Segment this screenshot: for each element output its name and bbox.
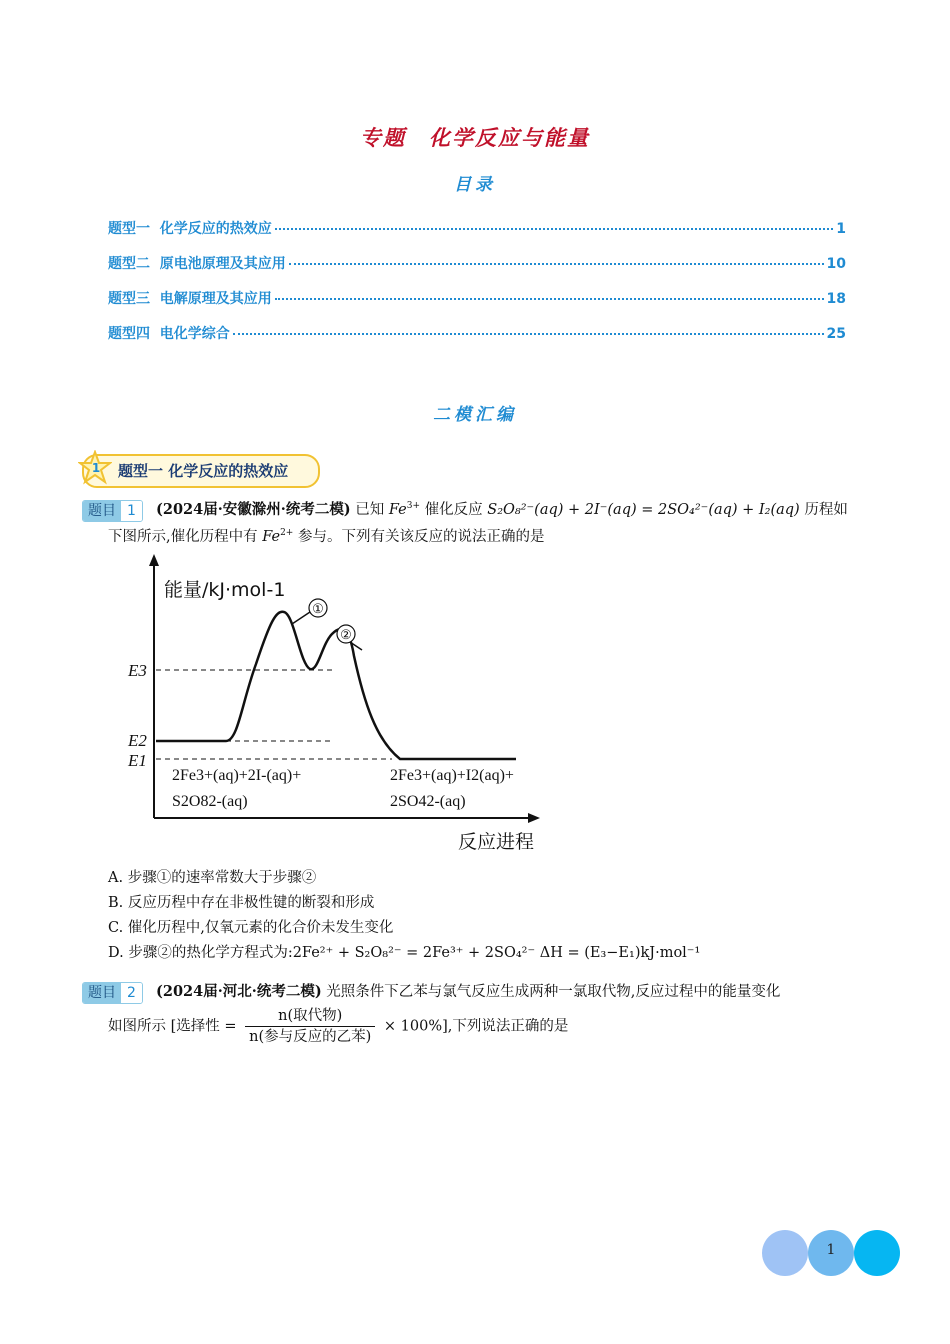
toc-item-label: 题型三 电解原理及其应用: [108, 291, 272, 307]
question-text: 已知: [355, 502, 385, 518]
step1-pointer: [292, 612, 310, 624]
toc-item-label: 题型四 电化学综合: [108, 326, 230, 342]
page-indicator: [762, 1230, 902, 1276]
selectivity-fraction: [245, 1006, 375, 1047]
question-text: 下图所示,催化历程中有: [108, 529, 258, 545]
fe3-charge: 3+: [406, 501, 421, 512]
question-text: 催化反应: [424, 502, 483, 518]
option-d[interactable]: D. 步骤②的热化学方程式为:2Fe²⁺ + S₂O₈²⁻ = 2Fe³⁺ + 2SO₄²⁻ ΔH = (E₃−E₁)kJ·mol⁻¹: [108, 945, 701, 961]
toc-item-page: 10: [826, 256, 846, 272]
toc-item-page: 18: [826, 291, 846, 307]
x-axis-arrow-icon: [528, 813, 540, 823]
toc-item-2[interactable]: [108, 253, 846, 273]
e3-label: E3: [128, 661, 147, 680]
fe2-formula: Fe: [262, 529, 281, 545]
toc-item-1[interactable]: [108, 218, 846, 238]
toc-leader: [289, 263, 824, 265]
toc-item-3[interactable]: [108, 288, 846, 308]
y-axis-arrow-icon: [149, 554, 159, 566]
reactants-label-line2: S2O82-(aq): [172, 793, 248, 810]
page-circle-left: [762, 1230, 808, 1276]
fe3-formula: Fe: [388, 502, 407, 518]
toc-item-4[interactable]: [108, 323, 846, 343]
step1-label: ①: [312, 601, 324, 616]
question2-line2: [108, 1006, 568, 1047]
toc-leader: [275, 298, 824, 300]
question-text: 光照条件下乙苯与氯气反应生成两种一氯取代物,反应过程中的能量变化: [326, 984, 781, 1000]
question1-line1: [156, 500, 848, 520]
question-source: (2024届·安徽滁州·统考二模): [156, 501, 351, 518]
energy-profile-chart: [120, 552, 560, 852]
question-text: × 100%],下列说法正确的是: [383, 1018, 569, 1035]
question-badge: [82, 982, 143, 1004]
toc-item-page: 25: [826, 326, 846, 342]
banner-number: 1: [91, 461, 101, 475]
reactants-label-line1: 2Fe3+(aq)+2I-(aq)+: [172, 767, 302, 784]
option-b[interactable]: B. 反应历程中存在非极性键的断裂和形成: [108, 895, 375, 911]
question-text: 参与。下列有关该反应的说法正确的是: [297, 529, 545, 545]
reaction-equation: S₂O₈²⁻(aq) + 2I⁻(aq) = 2SO₄²⁻(aq) + I₂(aq): [487, 502, 800, 518]
step2-label: ②: [340, 627, 352, 642]
e1-label: E1: [128, 751, 147, 770]
option-c[interactable]: C. 催化历程中,仅氧元素的化合价未发生变化: [108, 920, 394, 936]
products-label-line2: 2SO42-(aq): [390, 793, 466, 810]
banner-label: 题型一 化学反应的热效应: [118, 462, 289, 480]
question-text: 如图所示 [选择性 =: [108, 1018, 237, 1035]
question1-line2: [108, 527, 544, 547]
question-badge-number: 1: [121, 501, 142, 521]
toc-item-label: 题型一 化学反应的热效应: [108, 221, 272, 237]
page-circle-right: [854, 1230, 900, 1276]
option-a[interactable]: A. 步骤①的速率常数大于步骤②: [108, 870, 317, 886]
fraction-denominator: n(参与反应的乙苯): [249, 1029, 372, 1045]
toc-heading: 目录: [454, 175, 496, 195]
toc-item-label: 题型二 原电池原理及其应用: [108, 256, 286, 272]
x-axis-label: 反应进程: [458, 831, 535, 852]
toc-leader: [233, 333, 824, 335]
question-badge-label: 题目: [83, 501, 121, 521]
question-badge-label: 题目: [83, 983, 121, 1003]
e2-label: E2: [128, 731, 147, 750]
question2-line1: [156, 982, 780, 1002]
energy-curve: [156, 612, 516, 759]
y-axis-label: 能量/kJ·mol-1: [164, 579, 286, 601]
question-badge: [82, 500, 143, 522]
question-badge-number: 2: [121, 983, 142, 1003]
question-source: (2024届·河北·统考二模): [156, 983, 322, 1000]
section-heading: 二模汇编: [433, 405, 517, 425]
question-type-banner: [82, 454, 320, 488]
document-title: 专题 化学反应与能量: [360, 125, 590, 150]
question-text: 历程如: [804, 502, 848, 518]
fraction-numerator: n(取代物): [245, 1006, 375, 1027]
page-number: 1: [826, 1242, 836, 1258]
toc-item-page: 1: [836, 221, 846, 237]
fe2-charge: 2+: [280, 528, 294, 539]
products-label-line1: 2Fe3+(aq)+I2(aq)+: [390, 767, 514, 784]
toc-leader: [275, 228, 834, 230]
